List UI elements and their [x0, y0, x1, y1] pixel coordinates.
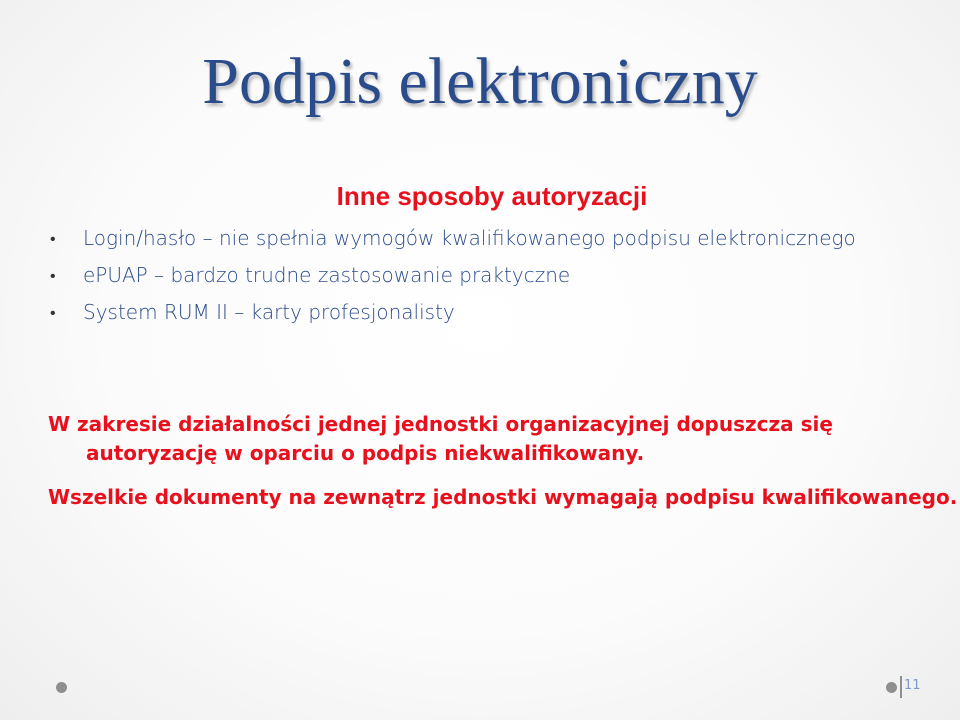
page-number: 11 — [904, 678, 921, 693]
body-paragraph: W zakresie działalności jednej jednostki organizacyjnej dopuszcza się autoryzację w oparciu o podpis niekwalifikowany. — [48, 412, 833, 465]
bullet-dot-icon: • — [50, 266, 56, 285]
footer-divider — [900, 676, 902, 698]
bullet-text: ePUAP – bardzo trudne zastosowanie praktyczne — [83, 263, 571, 287]
bullet-text: System RUM II – karty profesjonalisty — [83, 300, 455, 324]
bullet-item — [50, 261, 910, 290]
bullet-dot-icon: • — [50, 229, 56, 248]
bullet-list — [50, 224, 910, 335]
body-paragraph: Wszelkie dokumenty na zewnątrz jednostki wymagają podpisu kwalifikowanego. — [48, 485, 958, 509]
bullet-item — [50, 224, 910, 253]
slide-title: Podpis elektroniczny — [202, 45, 758, 118]
footer-dot-icon — [886, 682, 897, 693]
footer-dot-icon — [56, 682, 67, 693]
bullet-item — [50, 298, 910, 327]
bullet-text: Login/hasło – nie spełnia wymogów kwalifikowanego podpisu elektronicznego — [83, 226, 856, 250]
bullet-dot-icon: • — [50, 303, 56, 322]
section-heading: Inne sposoby autoryzacji — [336, 181, 648, 211]
